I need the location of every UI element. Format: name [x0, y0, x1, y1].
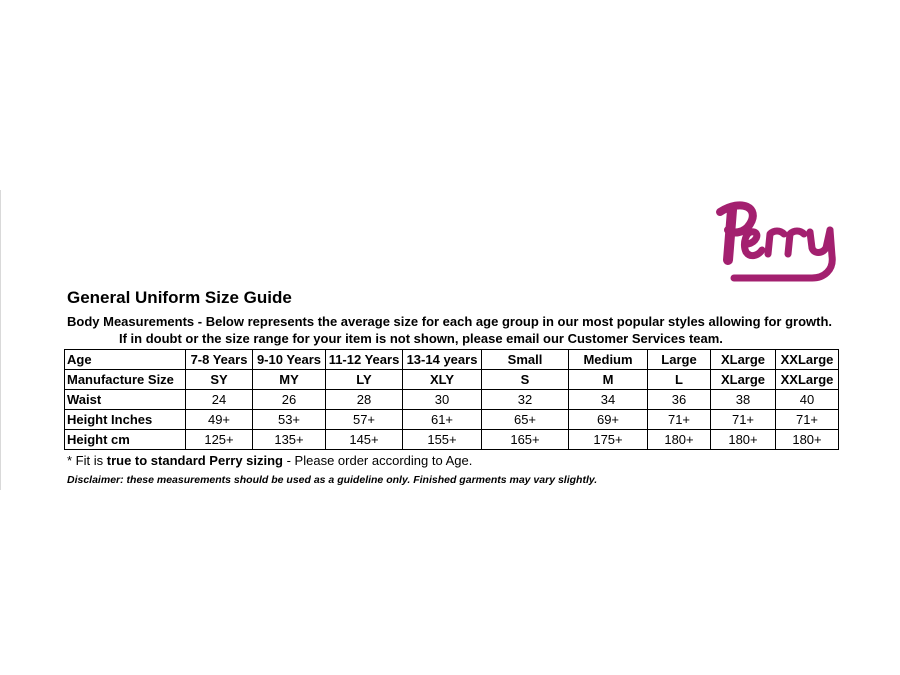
table-row-age [65, 350, 839, 370]
size-guide-table [64, 349, 839, 450]
table-cell: Medium [569, 350, 648, 370]
left-edge-divider [0, 190, 1, 490]
table-cell: 165+ [482, 430, 569, 450]
perry-logo [712, 194, 847, 284]
table-cell: 34 [569, 390, 648, 410]
table-cell: 40 [776, 390, 839, 410]
table-cell: XLarge [711, 370, 776, 390]
table-cell: SY [186, 370, 253, 390]
table-cell: 13-14 years [403, 350, 482, 370]
table-cell: 71+ [711, 410, 776, 430]
table-cell: 28 [326, 390, 403, 410]
fit-note-suffix: - Please order according to Age. [283, 453, 473, 468]
table-cell: XXLarge [776, 370, 839, 390]
subtitle-line-1: Body Measurements - Below represents the average size for each age group in our most popular styles allowing for growth. [67, 314, 833, 329]
table-row-height-inches [65, 410, 839, 430]
table-cell: XXLarge [776, 350, 839, 370]
fit-note-prefix: * Fit is [67, 453, 107, 468]
table-cell: 57+ [326, 410, 403, 430]
table-cell: 9-10 Years [253, 350, 326, 370]
table-cell: 7-8 Years [186, 350, 253, 370]
table-cell: 26 [253, 390, 326, 410]
row-label: Age [65, 350, 186, 370]
table-cell: XLarge [711, 350, 776, 370]
table-cell: 175+ [569, 430, 648, 450]
table-cell: 145+ [326, 430, 403, 450]
table-cell: 24 [186, 390, 253, 410]
table-cell: 30 [403, 390, 482, 410]
table-cell: 135+ [253, 430, 326, 450]
table-cell: Small [482, 350, 569, 370]
perry-logo-icon [712, 194, 847, 284]
disclaimer: Disclaimer: these measurements should be used as a guideline only. Finished garments may vary slightly. [67, 474, 598, 486]
table-cell: 53+ [253, 410, 326, 430]
table-cell: 180+ [776, 430, 839, 450]
subtitle-line-2: If in doubt or the size range for your item is not shown, please email our Customer Services team. [119, 331, 723, 346]
table-cell: XLY [403, 370, 482, 390]
table-cell: 125+ [186, 430, 253, 450]
table-cell: 155+ [403, 430, 482, 450]
row-label: Waist [65, 390, 186, 410]
table-cell: 61+ [403, 410, 482, 430]
table-cell: 71+ [648, 410, 711, 430]
table-cell: 11-12 Years [326, 350, 403, 370]
table-cell: 71+ [776, 410, 839, 430]
table-cell: LY [326, 370, 403, 390]
table-cell: 38 [711, 390, 776, 410]
row-label: Height cm [65, 430, 186, 450]
table-cell: 32 [482, 390, 569, 410]
table-cell: 180+ [711, 430, 776, 450]
table-cell: Large [648, 350, 711, 370]
table-row-waist [65, 390, 839, 410]
table-cell: M [569, 370, 648, 390]
table-cell: 36 [648, 390, 711, 410]
table-cell: 180+ [648, 430, 711, 450]
table-cell: 65+ [482, 410, 569, 430]
fit-note-emphasis: true to standard Perry sizing [106, 453, 283, 468]
row-label: Manufacture Size [65, 370, 186, 390]
table-row-height-cm [65, 430, 839, 450]
table-cell: 69+ [569, 410, 648, 430]
table-cell: MY [253, 370, 326, 390]
table-cell: L [648, 370, 711, 390]
row-label: Height Inches [65, 410, 186, 430]
fit-note [67, 453, 472, 468]
page-title: General Uniform Size Guide [67, 288, 292, 307]
subtitle [67, 313, 832, 347]
table-cell: 49+ [186, 410, 253, 430]
table-cell: S [482, 370, 569, 390]
table-row-manufacture-size [65, 370, 839, 390]
